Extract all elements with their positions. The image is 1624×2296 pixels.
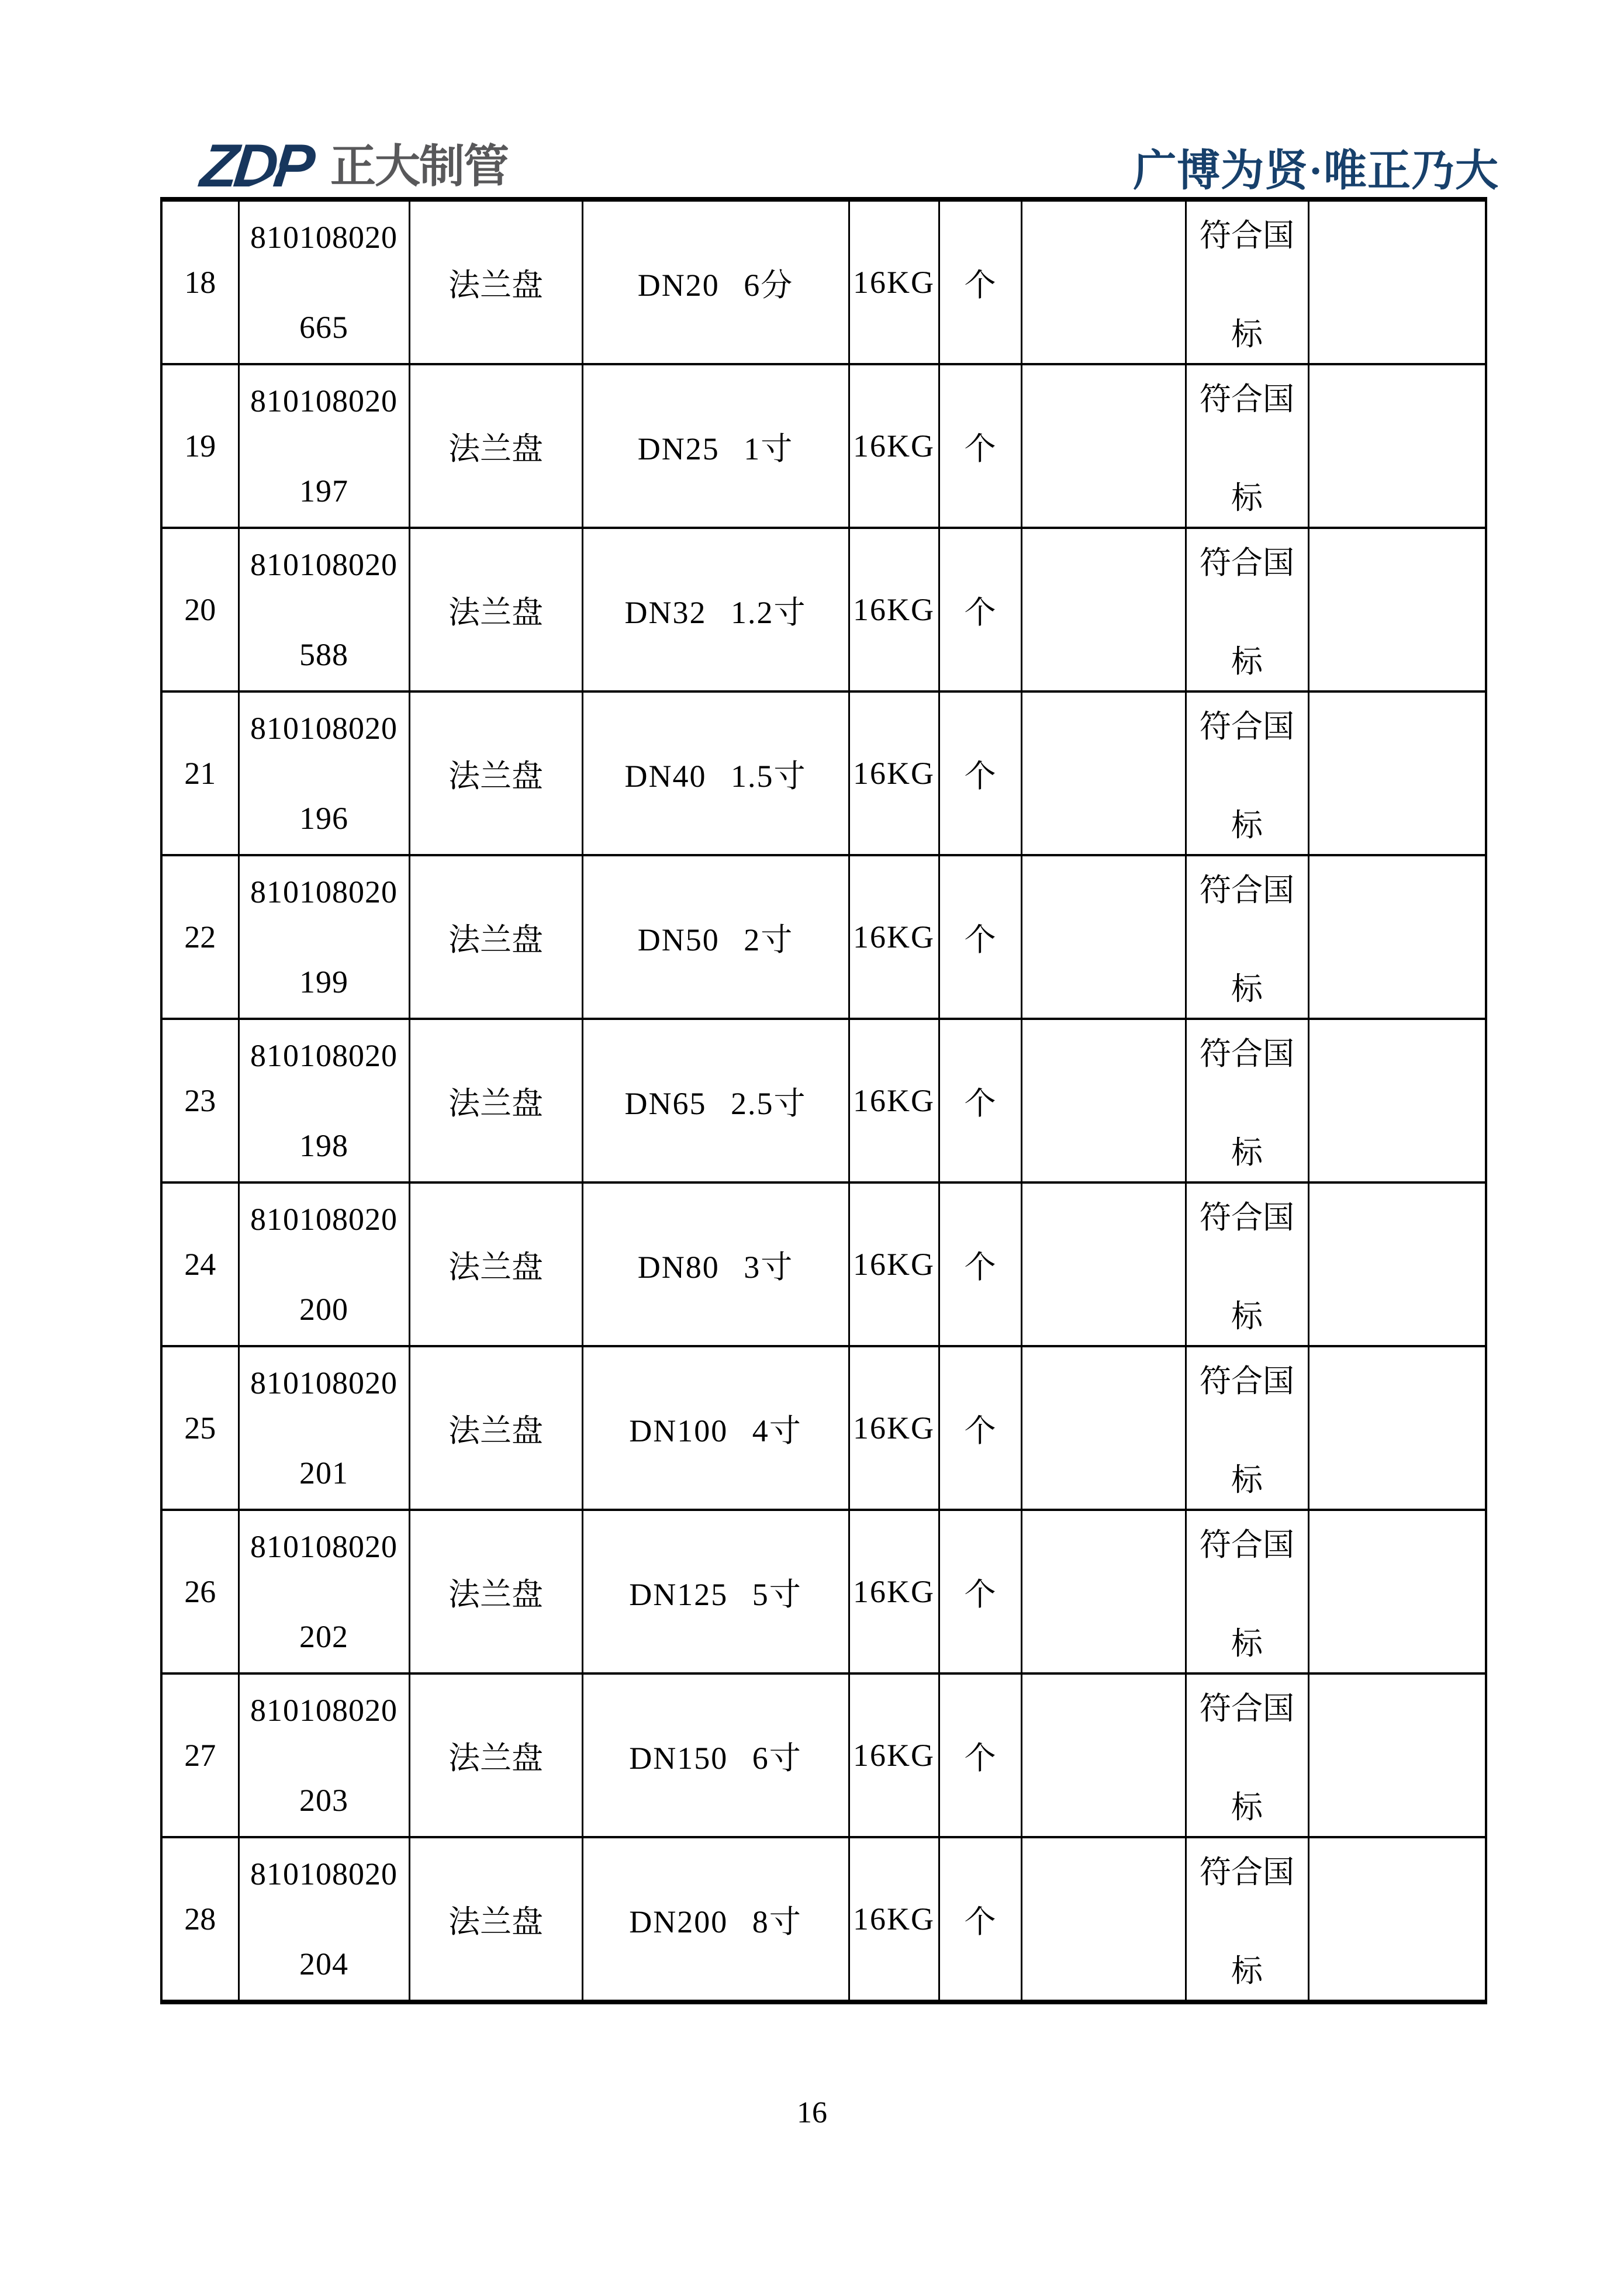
table-row [161,199,1486,364]
company-name: 正大制管 [330,140,509,192]
table-row [161,364,1486,528]
row-number-cell: 28 [161,1837,239,2002]
product-name-cell: 法兰盘 [409,199,582,364]
spec-cell: DN125 5寸 [582,1510,849,1673]
material-code-cell [239,364,409,528]
material-code-cell [239,1019,409,1182]
standard-line2: 标 [1231,808,1263,843]
parts-table [160,197,1487,2004]
standard-line2: 标 [1231,644,1263,679]
unit-cell: 个 [939,1346,1021,1510]
material-code-line2: 201 [299,1455,348,1491]
table-row [161,1182,1486,1346]
page-number: 16 [797,2096,827,2129]
material-code-line2: 200 [299,1292,348,1327]
standard-cell [1186,1510,1308,1673]
table-row [161,1019,1486,1182]
spec-cell: DN100 4寸 [582,1346,849,1510]
material-code-cell [239,691,409,855]
table-row [161,1837,1486,2002]
quantity-cell [1021,1019,1186,1182]
material-code-line2: 203 [299,1783,348,1818]
material-code-line1: 810108020 [250,1529,398,1564]
standard-cell [1186,855,1308,1019]
quantity-cell [1021,364,1186,528]
pressure-cell: 16KG [849,1673,939,1837]
material-code-cell [239,1346,409,1510]
standard-line2: 标 [1231,1462,1263,1498]
standard-line1: 符合国 [1200,382,1294,417]
material-code-cell [239,199,409,364]
zdp-logo-text: ZDP [197,132,315,200]
standard-line1: 符合国 [1200,218,1294,253]
standard-cell [1186,199,1308,364]
spec-cell: DN50 2寸 [582,855,849,1019]
row-number-cell: 21 [161,691,239,855]
material-code-line2: 665 [299,310,348,345]
table-row [161,528,1486,691]
row-number-cell: 22 [161,855,239,1019]
material-code-cell [239,1673,409,1837]
product-name-cell: 法兰盘 [409,1510,582,1673]
material-code-line1: 810108020 [250,874,398,910]
unit-cell: 个 [939,364,1021,528]
quantity-cell [1021,855,1186,1019]
row-number-cell: 24 [161,1182,239,1346]
standard-line1: 符合国 [1200,1855,1294,1890]
table-row [161,1673,1486,1837]
table-row [161,855,1486,1019]
remark-cell [1308,1510,1486,1673]
standard-line2: 标 [1231,1626,1263,1661]
unit-cell: 个 [939,528,1021,691]
spec-cell: DN40 1.5寸 [582,691,849,855]
product-name-cell: 法兰盘 [409,855,582,1019]
pressure-cell: 16KG [849,691,939,855]
remark-cell [1308,199,1486,364]
pressure-cell: 16KG [849,1019,939,1182]
quantity-cell [1021,1837,1186,2002]
spec-cell: DN32 1.2寸 [582,528,849,691]
spec-cell: DN200 8寸 [582,1837,849,2002]
product-name-cell: 法兰盘 [409,691,582,855]
quantity-cell [1021,691,1186,855]
material-code-line1: 810108020 [250,1038,398,1073]
standard-line1: 符合国 [1200,873,1294,908]
standard-line2: 标 [1231,971,1263,1007]
standard-line2: 标 [1231,1299,1263,1334]
row-number-cell: 20 [161,528,239,691]
material-code-line1: 810108020 [250,1693,398,1728]
quantity-cell [1021,1182,1186,1346]
material-code-line2: 204 [299,1946,348,1982]
unit-cell: 个 [939,1673,1021,1837]
spec-cell: DN150 6寸 [582,1673,849,1837]
quantity-cell [1021,1673,1186,1837]
row-number-cell: 25 [161,1346,239,1510]
remark-cell [1308,855,1486,1019]
material-code-line2: 202 [299,1619,348,1654]
remark-cell [1308,1346,1486,1510]
unit-cell: 个 [939,1019,1021,1182]
row-number-cell: 23 [161,1019,239,1182]
remark-cell [1308,1673,1486,1837]
material-code-line2: 196 [299,801,348,836]
material-code-line2: 588 [299,637,348,672]
unit-cell: 个 [939,855,1021,1019]
standard-line2: 标 [1231,480,1263,516]
material-code-line1: 810108020 [250,383,398,419]
pressure-cell: 16KG [849,1346,939,1510]
product-name-cell: 法兰盘 [409,364,582,528]
table-row [161,1346,1486,1510]
remark-cell [1308,1019,1486,1182]
row-number-cell: 18 [161,199,239,364]
standard-line2: 标 [1231,1953,1263,1989]
standard-line1: 符合国 [1200,545,1294,580]
standard-line1: 符合国 [1200,1527,1294,1562]
row-number-cell: 19 [161,364,239,528]
unit-cell: 个 [939,199,1021,364]
quantity-cell [1021,1510,1186,1673]
pressure-cell: 16KG [849,1510,939,1673]
material-code-line2: 197 [299,473,348,509]
standard-cell [1186,1346,1308,1510]
quantity-cell [1021,1346,1186,1510]
pressure-cell: 16KG [849,1837,939,2002]
pressure-cell: 16KG [849,855,939,1019]
standard-cell [1186,1837,1308,2002]
standard-line1: 符合国 [1200,1364,1294,1399]
remark-cell [1308,1837,1486,2002]
quantity-cell [1021,528,1186,691]
spec-cell: DN80 3寸 [582,1182,849,1346]
row-number-cell: 27 [161,1673,239,1837]
material-code-cell [239,855,409,1019]
quantity-cell [1021,199,1186,364]
spec-cell: DN25 1寸 [582,364,849,528]
standard-cell [1186,364,1308,528]
pressure-cell: 16KG [849,1182,939,1346]
company-logo [197,132,509,200]
unit-cell: 个 [939,691,1021,855]
standard-line1: 符合国 [1200,1036,1294,1071]
table-row [161,691,1486,855]
standard-line2: 标 [1231,1135,1263,1170]
standard-line1: 符合国 [1200,709,1294,744]
remark-cell [1308,528,1486,691]
standard-line1: 符合国 [1200,1200,1294,1235]
standard-cell [1186,1673,1308,1837]
unit-cell: 个 [939,1837,1021,2002]
unit-cell: 个 [939,1182,1021,1346]
standard-line1: 符合国 [1200,1691,1294,1726]
pressure-cell: 16KG [849,528,939,691]
material-code-cell [239,1182,409,1346]
product-name-cell: 法兰盘 [409,528,582,691]
company-slogan: 广博为贤·唯正乃大 [1133,147,1499,195]
standard-line2: 标 [1231,1790,1263,1825]
remark-cell [1308,1182,1486,1346]
spec-cell: DN20 6分 [582,199,849,364]
product-name-cell: 法兰盘 [409,1182,582,1346]
material-code-line1: 810108020 [250,1365,398,1401]
material-code-line1: 810108020 [250,1856,398,1892]
row-number-cell: 26 [161,1510,239,1673]
spec-cell: DN65 2.5寸 [582,1019,849,1182]
product-name-cell: 法兰盘 [409,1019,582,1182]
standard-line2: 标 [1231,317,1263,352]
material-code-line1: 810108020 [250,220,398,255]
material-code-line1: 810108020 [250,711,398,746]
product-name-cell: 法兰盘 [409,1346,582,1510]
product-name-cell: 法兰盘 [409,1673,582,1837]
material-code-line2: 199 [299,964,348,1000]
material-code-cell [239,528,409,691]
remark-cell [1308,691,1486,855]
material-code-line1: 810108020 [250,1202,398,1237]
standard-cell [1186,1019,1308,1182]
standard-cell [1186,691,1308,855]
standard-cell [1186,528,1308,691]
material-code-line2: 198 [299,1128,348,1163]
remark-cell [1308,364,1486,528]
material-code-cell [239,1510,409,1673]
material-code-line1: 810108020 [250,547,398,582]
material-code-cell [239,1837,409,2002]
standard-cell [1186,1182,1308,1346]
pressure-cell: 16KG [849,364,939,528]
product-name-cell: 法兰盘 [409,1837,582,2002]
unit-cell: 个 [939,1510,1021,1673]
table-row [161,1510,1486,1673]
pressure-cell: 16KG [849,199,939,364]
